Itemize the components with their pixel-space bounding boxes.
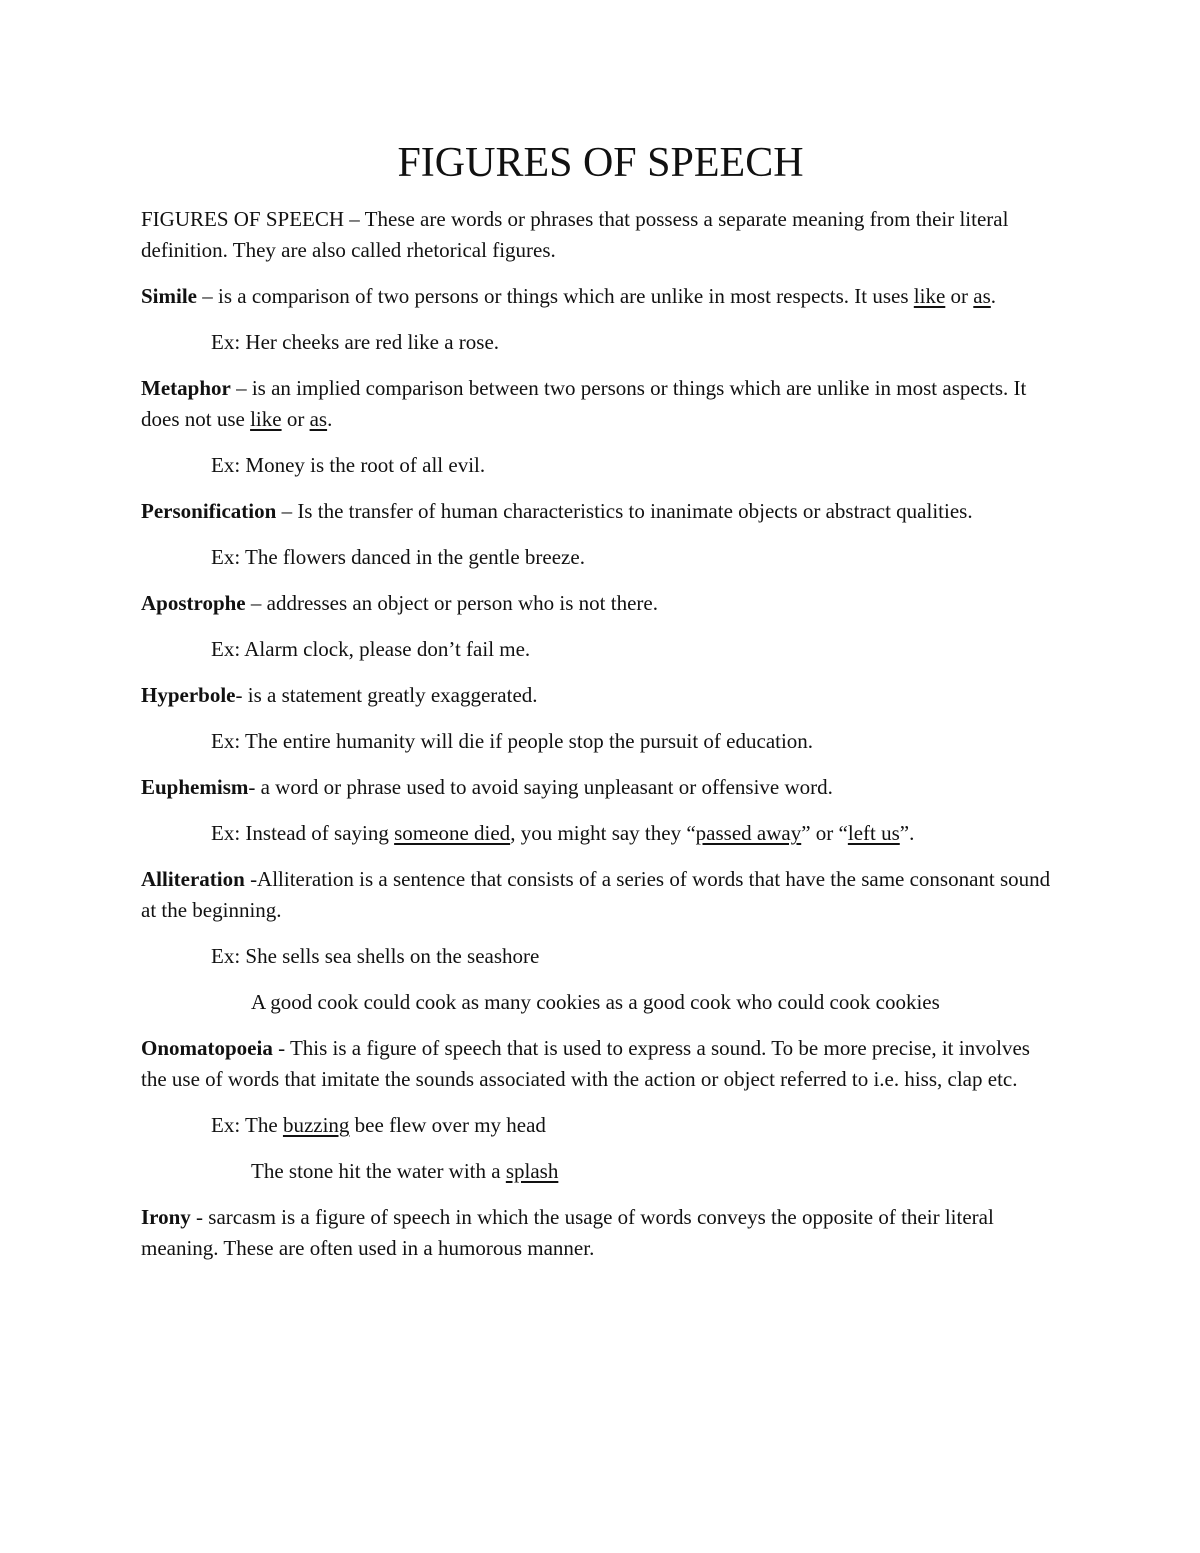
term-onomatopoeia: Onomatopoeia (141, 1036, 273, 1061)
simile-def-text-c: . (990, 284, 997, 309)
onomatopoeia-example-1 (141, 1110, 1060, 1141)
term-alliteration: Alliteration (141, 867, 245, 892)
personification-def-text: – Is the transfer of human characteristics to inanimate objects or abstract qualities. (276, 499, 973, 524)
onomatopoeia-buzzing-underlined: buzzing (282, 1113, 350, 1138)
simile-example: Ex: Her cheeks are red like a rose. (211, 330, 500, 355)
metaphor-example: Ex: Money is the root of all evil. (211, 453, 486, 478)
apostrophe-def-text: – addresses an object or person who is not there. (245, 591, 658, 616)
onomatopoeia-ex1-text-a: Ex: The (211, 1113, 283, 1138)
metaphor-definition (141, 373, 1060, 435)
onomatopoeia-ex2-text-a: The stone hit the water with a (251, 1159, 506, 1184)
term-metaphor: Metaphor (141, 376, 231, 401)
simile-def-text-b: or (945, 284, 974, 309)
alliteration-definition (141, 864, 1060, 926)
euphemism-def-text: - a word or phrase used to avoid saying unpleasant or offensive word. (248, 775, 833, 800)
personification-example: Ex: The flowers danced in the gentle breeze. (211, 545, 585, 570)
alliteration-example-2: A good cook could cook as many cookies as a good cook who could cook cookies (251, 990, 940, 1015)
simile-as-underlined: as (973, 284, 991, 309)
euphemism-ex-text-b: , you might say they “ (510, 821, 696, 846)
onomatopoeia-definition (141, 1033, 1060, 1095)
onomatopoeia-example-2 (141, 1156, 1060, 1187)
euphemism-someone-died-underlined: someone died (394, 821, 511, 846)
euphemism-left-us-underlined: left us (847, 821, 900, 846)
metaphor-like-underlined: like (250, 407, 282, 432)
intro-paragraph: FIGURES OF SPEECH – These are words or phrases that possess a separate meaning from their literal definition. They are also called rhetorical figures. (141, 207, 1009, 263)
hyperbole-definition (141, 680, 1060, 711)
metaphor-def-text-a: – is an implied comparison between two persons or things which are unlike in most aspects. It does not use (141, 376, 1027, 432)
metaphor-as-underlined: as (309, 407, 328, 432)
onomatopoeia-def-text: - This is a figure of speech that is used to express a sound. To be more precise, it involves the use of words that imitate the sounds associated with the action or object referred to i.e. hiss, clap etc. (141, 1036, 1030, 1092)
simile-def-text-a: – is a comparison of two persons or things which are unlike in most respects. It uses (197, 284, 914, 309)
term-hyperbole: Hyperbole (141, 683, 236, 708)
euphemism-passed-away-underlined: passed away (695, 821, 802, 846)
hyperbole-def-text: - is a statement greatly exaggerated. (235, 683, 538, 708)
term-apostrophe: Apostrophe (141, 591, 246, 616)
onomatopoeia-splash-underlined: splash (505, 1159, 559, 1184)
euphemism-definition (141, 772, 1060, 803)
term-irony: Irony (141, 1205, 191, 1230)
simile-like-underlined: like (913, 284, 946, 309)
alliteration-def-text: -Alliteration is a sentence that consists of a series of words that have the same consonant sound at the beginning. (141, 867, 1051, 923)
personification-definition (141, 496, 1060, 527)
irony-definition (141, 1202, 1060, 1264)
apostrophe-definition (141, 588, 1060, 619)
irony-def-text: - sarcasm is a figure of speech in which the usage of words conveys the opposite of their literal meaning. These are often used in a humorous manner. (141, 1205, 994, 1261)
hyperbole-example: Ex: The entire humanity will die if people stop the pursuit of education. (211, 729, 814, 754)
apostrophe-example: Ex: Alarm clock, please don’t fail me. (211, 637, 531, 662)
page-title: FIGURES OF SPEECH (397, 140, 804, 186)
metaphor-def-text-c: . (327, 407, 333, 432)
euphemism-ex-text-a: Ex: Instead of saying (211, 821, 395, 846)
metaphor-def-text-b: or (281, 407, 310, 432)
term-simile: Simile (141, 284, 197, 309)
euphemism-ex-text-c: ” or “ (801, 821, 848, 846)
term-euphemism: Euphemism (141, 775, 249, 800)
alliteration-example-1: Ex: She sells sea shells on the seashore (211, 944, 540, 969)
euphemism-example (141, 818, 1060, 849)
euphemism-ex-text-d: ”. (899, 821, 915, 846)
onomatopoeia-ex1-text-b: bee flew over my head (349, 1113, 546, 1138)
simile-definition (141, 281, 1060, 312)
term-personification: Personification (141, 499, 277, 524)
